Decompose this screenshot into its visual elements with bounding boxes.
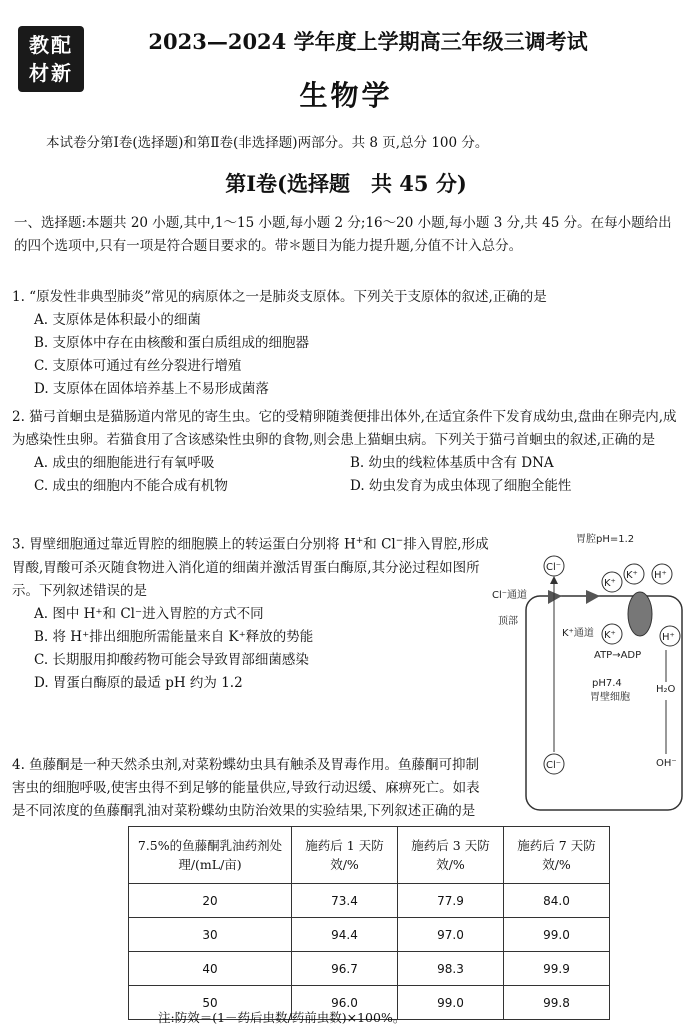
question-3-option-c: C. 长期服用抑酸药物可能会导致胃部细菌感染 (34, 651, 309, 668)
table-cell: 50 (129, 986, 292, 1020)
k-ion-in-label: K⁺ (604, 630, 616, 641)
table-cell: 84.0 (504, 884, 610, 918)
question-1-stem: 1. “原发性非典型肺炎”常见的病原体之一是肺炎支原体。下列关于支原体的叙述,正确的是 (12, 289, 547, 305)
apical-label: 顶部 (498, 616, 518, 627)
table-cell: 73.4 (292, 884, 398, 918)
logo-line1: 教配 (29, 33, 73, 57)
subject-title: 生物学 (299, 79, 393, 112)
k-channel-label: K⁺通道 (562, 628, 594, 639)
question-3 (12, 530, 490, 695)
question-4 (12, 754, 486, 823)
table-header: 施药后 3 天防效/% (398, 827, 504, 884)
table-header: 施药后 7 天防效/% (504, 827, 610, 884)
oh-label: OH⁻ (656, 758, 677, 769)
proton-pump (628, 592, 652, 636)
exam-title: 2023—2024 学年度上学期高三年级三调考试 (148, 29, 588, 54)
table-cell: 99.9 (504, 952, 610, 986)
question-1-option-a: A. 支原体是体积最小的细菌 (34, 312, 201, 328)
atp-adp-label: ATP→ADP (594, 650, 642, 661)
question-2-option-a: A. 成虫的细胞能进行有氧呼吸 (34, 455, 215, 471)
lumen-ph-label: 胃腔pH=1.2 (576, 534, 635, 545)
question-2-stem: 2. 猫弓首蛔虫是猫肠道内常见的寄生虫。它的受精卵随粪便排出体外,在适宜条件下发育成幼虫,盘曲在卵壳内,成为感染性虫卵。若猫食用了含该感染性虫卵的食物,则会患上猫蛔虫病。下列关于猫弓首蛔虫的叙述,正确的是 (12, 409, 677, 448)
table-cell: 99.0 (398, 986, 504, 1020)
question-3-option-d: D. 胃蛋白酶原的最适 pH 约为 1.2 (34, 674, 243, 691)
h-ion-out-label: H⁺ (654, 570, 667, 581)
cell-ph-label: pH7.4 (592, 678, 622, 689)
question-2-option-c: C. 成虫的细胞内不能合成有机物 (34, 478, 228, 494)
rotenone-table (128, 826, 610, 1020)
table-cell: 20 (129, 884, 292, 918)
table-row (129, 918, 610, 952)
question-3-stem: 3. 胃壁细胞通过靠近胃腔的细胞膜上的转运蛋白分别将 H+和 Cl−排入胃腔,形成胃酸,胃酸可杀灭随食物进入消化道的细菌并激活胃蛋白酶原,其分泌过程如图所示。下列叙述错误的是 (12, 536, 489, 599)
table-cell: 77.9 (398, 884, 504, 918)
question-3-option-a: A. 图中 H⁺和 Cl⁻进入胃腔的方式不同 (34, 605, 264, 622)
cl-channel-label: Cl⁻通道 (492, 590, 528, 601)
section-title: 第Ⅰ卷(选择题 共 45 分) (225, 171, 467, 196)
h-ion-in-label: H⁺ (662, 632, 675, 643)
question-1-option-b: B. 支原体中存在由核酸和蛋白质组成的细胞器 (34, 335, 310, 351)
table-header: 施药后 1 天防效/% (292, 827, 398, 884)
table-row (129, 884, 610, 918)
table-cell: 30 (129, 918, 292, 952)
table-cell: 40 (129, 952, 292, 986)
question-1-option-d: D. 支原体在固体培养基上不易形成菌落 (34, 381, 269, 397)
question-2 (12, 406, 684, 498)
question-1-option-c: C. 支原体可通过有丝分裂进行增殖 (34, 358, 242, 374)
k-ion-out1-label: K⁺ (604, 578, 616, 589)
table-cell: 99.0 (504, 918, 610, 952)
k-ion-out2-label: K⁺ (626, 570, 638, 581)
table-header: 7.5%的鱼藤酮乳油药剂处理/(mL/亩) (129, 827, 292, 884)
question-1 (12, 286, 684, 401)
question-4-stem: 4. 鱼藤酮是一种天然杀虫剂,对菜粉蝶幼虫具有触杀及胃毒作用。鱼藤酮可抑制害虫的细胞呼吸,使害虫得不到足够的能量供应,导致行动迟缓、麻痹死亡。如表是不同浓度的鱼藤酮乳油对菜粉蝶幼虫防治效果的实验结果,下列叙述正确的是 (12, 757, 480, 819)
table-cell: 99.8 (504, 986, 610, 1020)
cell-name-label: 胃壁细胞 (590, 692, 630, 703)
cl-channel-shape (548, 590, 562, 604)
table-cell: 96.0 (292, 986, 398, 1020)
table-row (129, 952, 610, 986)
question-2-option-b: B. 幼虫的线粒体基质中含有 DNA (350, 455, 554, 471)
question-3-option-b: B. 将 H⁺排出细胞所需能量来自 K⁺释放的势能 (34, 628, 314, 645)
water-label: H₂O (656, 684, 676, 695)
cl-ion-in-label: Cl⁻ (546, 760, 562, 771)
cl-ion-out-label: Cl⁻ (546, 562, 562, 573)
table-cell: 96.7 (292, 952, 398, 986)
table-header-row (129, 827, 610, 884)
question-2-option-d: D. 幼虫发育为成虫体现了细胞全能性 (350, 478, 572, 494)
table-cell: 94.4 (292, 918, 398, 952)
k-channel-shape (586, 590, 600, 604)
parietal-cell-diagram (490, 528, 686, 812)
exam-intro: 本试卷分第Ⅰ卷(选择题)和第Ⅱ卷(非选择题)两部分。共 8 页,总分 100 分。 (46, 135, 489, 151)
table-cell: 97.0 (398, 918, 504, 952)
section-instructions: 一、选择题:本题共 20 小题,其中,1～15 小题,每小题 2 分;16～20 小题,每小题 3 分,共 45 分。在每小题给出的四个选项中,只有一项是符合题目要求的。带＊题目为能力提升题,分值不计入总分。 (14, 215, 672, 254)
cl-arrow-head (550, 576, 558, 584)
table-note: 注:防效＝(1－药后虫数/药前虫数)×100%。 (158, 1010, 406, 1025)
logo-line2: 材新 (29, 61, 73, 85)
table-cell: 98.3 (398, 952, 504, 986)
